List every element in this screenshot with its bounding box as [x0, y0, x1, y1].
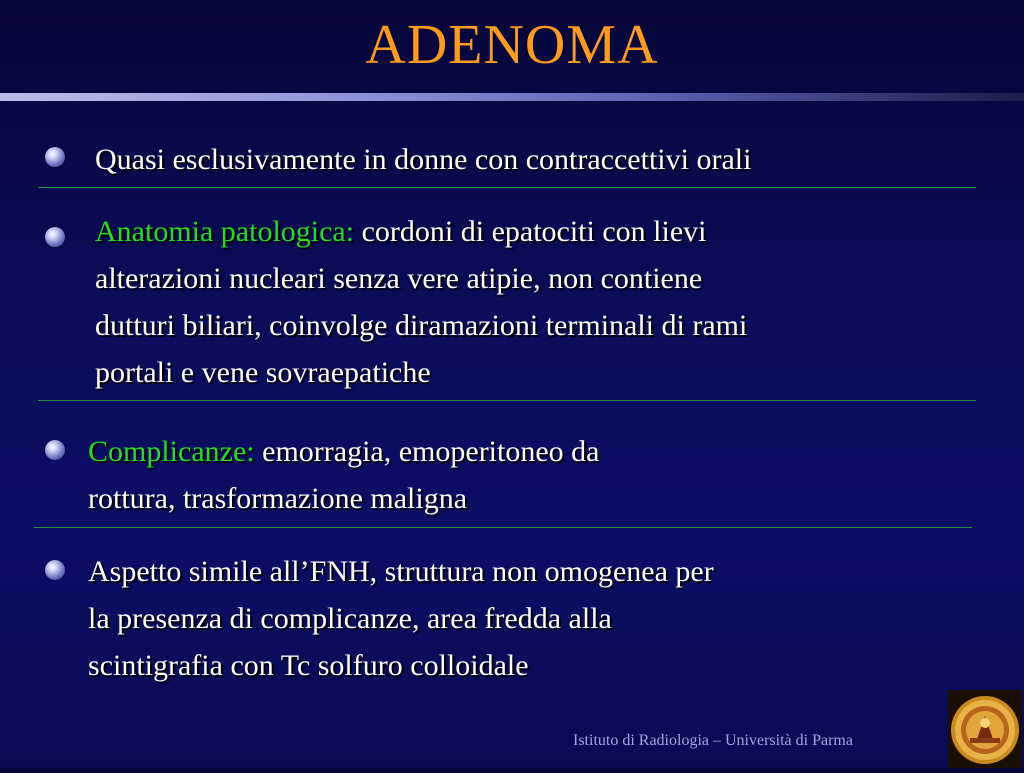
divider-1	[38, 187, 976, 188]
sphere-bullet-icon	[45, 440, 65, 460]
sphere-bullet-icon	[45, 560, 65, 580]
bullet-2-line-4: portali e vene sovraepatiche	[95, 356, 431, 389]
bullet-4-line-3: scintigrafia con Tc solfuro colloidale	[88, 649, 529, 682]
bullet-2-text	[95, 208, 995, 396]
bullet-3-text	[88, 428, 988, 522]
bullet-2-line-1: cordoni di epatociti con lievi	[354, 215, 707, 248]
divider-2	[38, 400, 976, 401]
bullet-4-text	[88, 548, 988, 689]
footer-institute: Istituto di Radiologia – Università di Parma	[573, 732, 853, 749]
bullet-3-line-1: emorragia, emoperitoneo da	[254, 435, 600, 468]
sphere-bullet-icon	[45, 227, 65, 247]
bullet-4-line-1: Aspetto simile all’FNH, struttura non omogenea per	[88, 555, 714, 588]
divider-3	[34, 527, 972, 528]
bullet-2-line-2: alterazioni nucleari senza vere atipie, non contiene	[95, 262, 703, 295]
university-seal-icon	[948, 690, 1022, 768]
title-divider	[0, 93, 1024, 101]
bullet-2-line-3: dutturi biliari, coinvolge diramazioni terminali di rami	[95, 309, 748, 342]
bullet-3-line-2: rottura, trasformazione maligna	[88, 482, 468, 515]
bullet-3-label: Complicanze:	[88, 435, 255, 468]
slide-title: ADENOMA	[365, 14, 659, 76]
bullet-2-label: Anatomia patologica:	[95, 215, 355, 248]
sphere-bullet-icon	[45, 147, 65, 167]
bullet-1-text: Quasi esclusivamente in donne con contraccettivi orali	[95, 143, 752, 176]
bullet-4-line-2: la presenza di complicanze, area fredda alla	[88, 602, 612, 635]
